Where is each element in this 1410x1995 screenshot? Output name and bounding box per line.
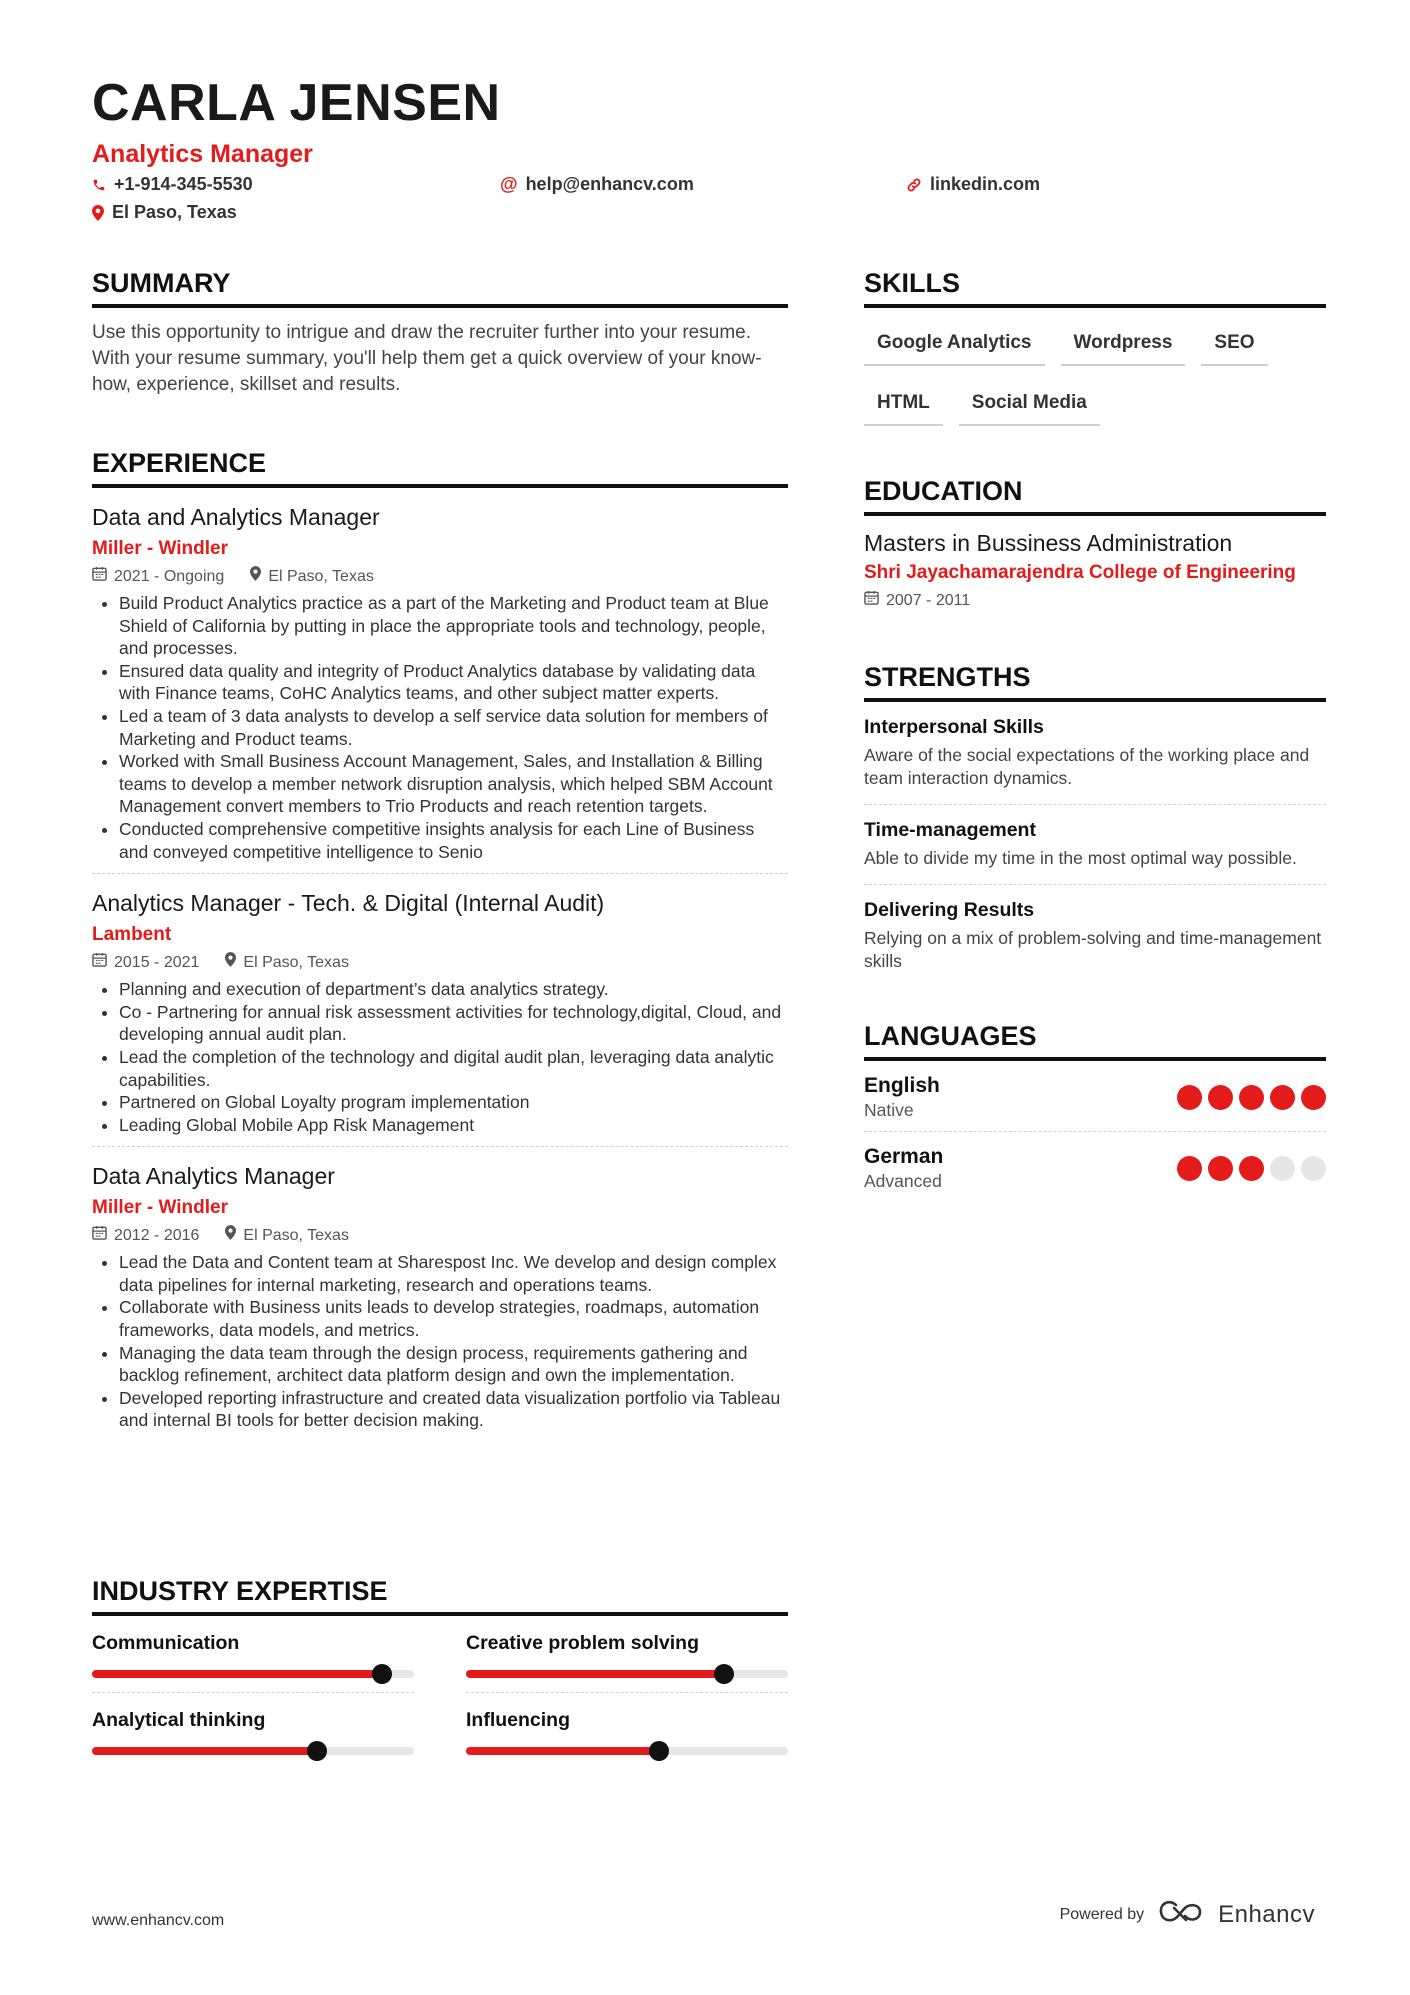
expertise-item <box>466 1630 788 1693</box>
resume-header <box>92 72 1322 230</box>
map-pin-icon <box>250 566 261 588</box>
strength-item <box>864 702 1326 805</box>
bullet-item: • Co - Partnering for annual risk assessment activities for technology,digital, Cloud, and developing annual audit plan. <box>119 1001 788 1046</box>
job-title: Data and Analytics Manager <box>92 504 380 530</box>
contact-row-2 <box>92 202 1322 230</box>
powered-by-label: Powered by <box>1059 1905 1145 1923</box>
level-dot-filled <box>1177 1085 1202 1110</box>
job-entry <box>92 488 788 874</box>
strength-title: Delivering Results <box>864 899 1035 921</box>
bullet-item: • Lead the Data and Content team at Sharespost Inc. We develop and design complex data pipelines for internal marketing, research and operations teams. <box>119 1251 788 1296</box>
expertise-label: Communication <box>92 1632 240 1654</box>
left-column <box>92 266 788 1731</box>
education-title: EDUCATION <box>864 474 1326 516</box>
expertise-bar-knob <box>649 1741 669 1761</box>
enhancv-logo-icon <box>1158 1900 1204 1929</box>
expertise-bar-fill <box>92 1747 317 1755</box>
skills-list <box>864 324 1326 426</box>
company-name: Miller - Windler <box>92 538 229 559</box>
strength-desc: Able to divide my time in the most optimal way possible. <box>864 848 1297 868</box>
expertise-bar <box>92 1670 414 1678</box>
phone-icon <box>92 178 106 192</box>
bullet-item: • Lead the completion of the technology and digital audit plan, leveraging data analytic capabilities. <box>119 1046 788 1091</box>
bullet-item: • Developed reporting infrastructure and created data visualization portfolio via Tableau and internal BI tools for better decision making. <box>119 1387 788 1432</box>
level-dot-filled <box>1301 1085 1326 1110</box>
job-meta <box>92 952 788 974</box>
skill-tag: Social Media <box>959 384 1100 426</box>
expertise-bar <box>466 1670 788 1678</box>
map-pin-icon <box>225 952 236 974</box>
expertise-bar-knob <box>714 1664 734 1684</box>
language-level: Native <box>864 1100 914 1120</box>
language-dots <box>1177 1085 1326 1110</box>
job-meta <box>92 566 788 588</box>
language-item <box>864 1132 1326 1202</box>
link-icon <box>906 177 922 193</box>
bullet-item: • Worked with Small Business Account Management, Sales, and Installation & Billing teams to develop a member network disruption analysis, which helped SBM Account Management convert members to Trio Products and reach retention targets. <box>119 750 788 818</box>
education-school: Shri Jayachamarajendra College of Engineering <box>864 562 1296 583</box>
job-location: El Paso, Texas <box>250 566 374 588</box>
expertise-bar <box>92 1747 414 1755</box>
linkedin-contact[interactable] <box>906 174 1040 195</box>
footer-branding <box>1060 1900 1315 1929</box>
education-meta <box>864 590 1326 612</box>
bullet-item: • Build Product Analytics practice as a part of the Marketing and Product team at Blue Shield of California by putting in place the appropriate tools and technology, people, and processes. <box>119 592 788 660</box>
strengths-section <box>864 660 1326 987</box>
job-entry <box>92 874 788 1147</box>
expertise-bar-fill <box>466 1747 659 1755</box>
language-text <box>864 1073 940 1121</box>
job-entry <box>92 1147 788 1442</box>
job-bullets <box>92 1251 788 1432</box>
education-dates: 2007 - 2011 <box>864 590 970 612</box>
calendar-icon <box>92 1225 107 1247</box>
job-meta <box>92 1225 788 1247</box>
language-item <box>864 1061 1326 1132</box>
bullet-item: • Partnered on Global Loyalty program implementation <box>119 1091 788 1114</box>
job-dates: 2015 - 2021 <box>92 952 199 974</box>
contact-row-1 <box>92 174 1322 202</box>
strength-title: Interpersonal Skills <box>864 716 1044 738</box>
job-location: El Paso, Texas <box>225 1225 349 1247</box>
skill-tag: SEO <box>1201 324 1267 366</box>
language-dots <box>1177 1156 1326 1181</box>
expertise-label: Analytical thinking <box>92 1709 266 1731</box>
language-name: English <box>864 1074 940 1097</box>
skills-title: SKILLS <box>864 266 1326 308</box>
calendar-icon <box>92 952 107 974</box>
bullet-item: • Leading Global Mobile App Risk Management <box>119 1114 788 1137</box>
skill-tag: HTML <box>864 384 943 426</box>
experience-list <box>92 488 788 1442</box>
job-dates: 2012 - 2016 <box>92 1225 199 1247</box>
summary-section <box>92 266 788 398</box>
at-sign-icon: @ <box>500 174 518 194</box>
language-level: Advanced <box>864 1171 942 1191</box>
expertise-bar-knob <box>372 1664 392 1684</box>
calendar-icon <box>864 590 879 612</box>
expertise-grid <box>92 1630 788 1769</box>
candidate-role: Analytics Manager <box>92 140 313 168</box>
experience-section <box>92 446 788 1442</box>
level-dot-empty <box>1270 1156 1295 1181</box>
bullet-item: • Managing the data team through the design process, requirements gathering and backlog refinement, architect data platform design and own the implementation. <box>119 1342 788 1387</box>
skills-section <box>864 266 1326 426</box>
expertise-item <box>466 1707 788 1769</box>
expertise-label: Creative problem solving <box>466 1632 699 1654</box>
expertise-item <box>92 1707 414 1769</box>
strength-desc: Relying on a mix of problem-solving and time-management skills <box>864 928 1322 971</box>
level-dot-filled <box>1239 1085 1264 1110</box>
job-title: Data Analytics Manager <box>92 1163 335 1190</box>
company-name: Miller - Windler <box>92 1197 229 1219</box>
skill-tag: Wordpress <box>1061 324 1186 366</box>
bullet-item: • Collaborate with Business units leads to develop strategies, roadmaps, automation frameworks, data models, and metrics. <box>119 1296 788 1341</box>
bullet-item: • Ensured data quality and integrity of Product Analytics database by validating data with Finance teams, CoHC Analytics teams, and other subject matter experts. <box>119 660 788 705</box>
level-dot-filled <box>1208 1085 1233 1110</box>
job-title: Analytics Manager - Tech. & Digital (Internal Audit) <box>92 890 605 917</box>
strength-item <box>864 805 1326 885</box>
location-text: El Paso, Texas <box>112 202 237 222</box>
languages-section <box>864 1019 1326 1202</box>
calendar-icon <box>92 566 107 588</box>
map-pin-icon <box>225 1225 236 1247</box>
experience-title: EXPERIENCE <box>92 446 788 488</box>
bullet-item: • Conducted comprehensive competitive insights analysis for each Line of Business and conveyed competitive intelligence to Senio <box>119 818 788 863</box>
enhancv-brand: Enhancv <box>1218 1900 1315 1928</box>
job-dates: 2021 - Ongoing <box>92 566 224 588</box>
level-dot-filled <box>1239 1156 1264 1181</box>
job-location: El Paso, Texas <box>225 952 349 974</box>
industry-expertise-title: INDUSTRY EXPERTISE <box>92 1574 788 1616</box>
education-section <box>864 474 1326 612</box>
job-bullets <box>92 592 788 863</box>
phone-number: +1-914-345-5530 <box>114 174 253 194</box>
linkedin-url: linkedin.com <box>930 174 1041 194</box>
level-dot-filled <box>1208 1156 1233 1181</box>
expertise-bar <box>466 1747 788 1755</box>
languages-title: LANGUAGES <box>864 1019 1326 1061</box>
expertise-bar-fill <box>92 1670 382 1678</box>
strengths-title: STRENGTHS <box>864 660 1326 702</box>
skill-tag: Google Analytics <box>864 324 1045 366</box>
job-bullets <box>92 978 788 1136</box>
right-column <box>864 266 1326 1202</box>
strength-desc: Aware of the social expectations of the working place and team interaction dynamics. <box>864 745 1310 788</box>
language-name: German <box>864 1145 944 1168</box>
expertise-item <box>92 1630 414 1693</box>
industry-expertise-section <box>92 1574 788 1769</box>
footer-website[interactable]: www.enhancv.com <box>92 1912 225 1929</box>
summary-title: SUMMARY <box>92 266 788 308</box>
expertise-bar-fill <box>466 1670 724 1678</box>
company-name: Lambent <box>92 924 172 946</box>
email-address: help@enhancv.com <box>525 174 694 194</box>
location-contact <box>92 202 237 223</box>
email-contact[interactable] <box>500 174 694 195</box>
strength-title: Time-management <box>864 819 1036 841</box>
expertise-label: Influencing <box>466 1709 570 1731</box>
level-dot-filled <box>1177 1156 1202 1181</box>
language-text <box>864 1144 943 1192</box>
phone-contact[interactable] <box>92 174 253 195</box>
bullet-item: • Led a team of 3 data analysts to develop a self service data solution for members of Marketing and Product teams. <box>119 705 788 750</box>
summary-text: Use this opportunity to intrigue and draw the recruiter further into your resume. With your resume summary, you'll help them get a quick overview of your know-how, experience, skillset and results. <box>92 322 762 395</box>
education-degree: Masters in Bussiness Administration <box>864 530 1233 556</box>
map-pin-icon <box>92 205 104 221</box>
expertise-bar-knob <box>307 1741 327 1761</box>
level-dot-filled <box>1270 1085 1295 1110</box>
candidate-name: CARLA JENSEN <box>92 74 501 132</box>
level-dot-empty <box>1301 1156 1326 1181</box>
strength-item <box>864 885 1326 987</box>
bullet-item: • Planning and execution of department’s data analytics strategy. <box>119 978 788 1001</box>
